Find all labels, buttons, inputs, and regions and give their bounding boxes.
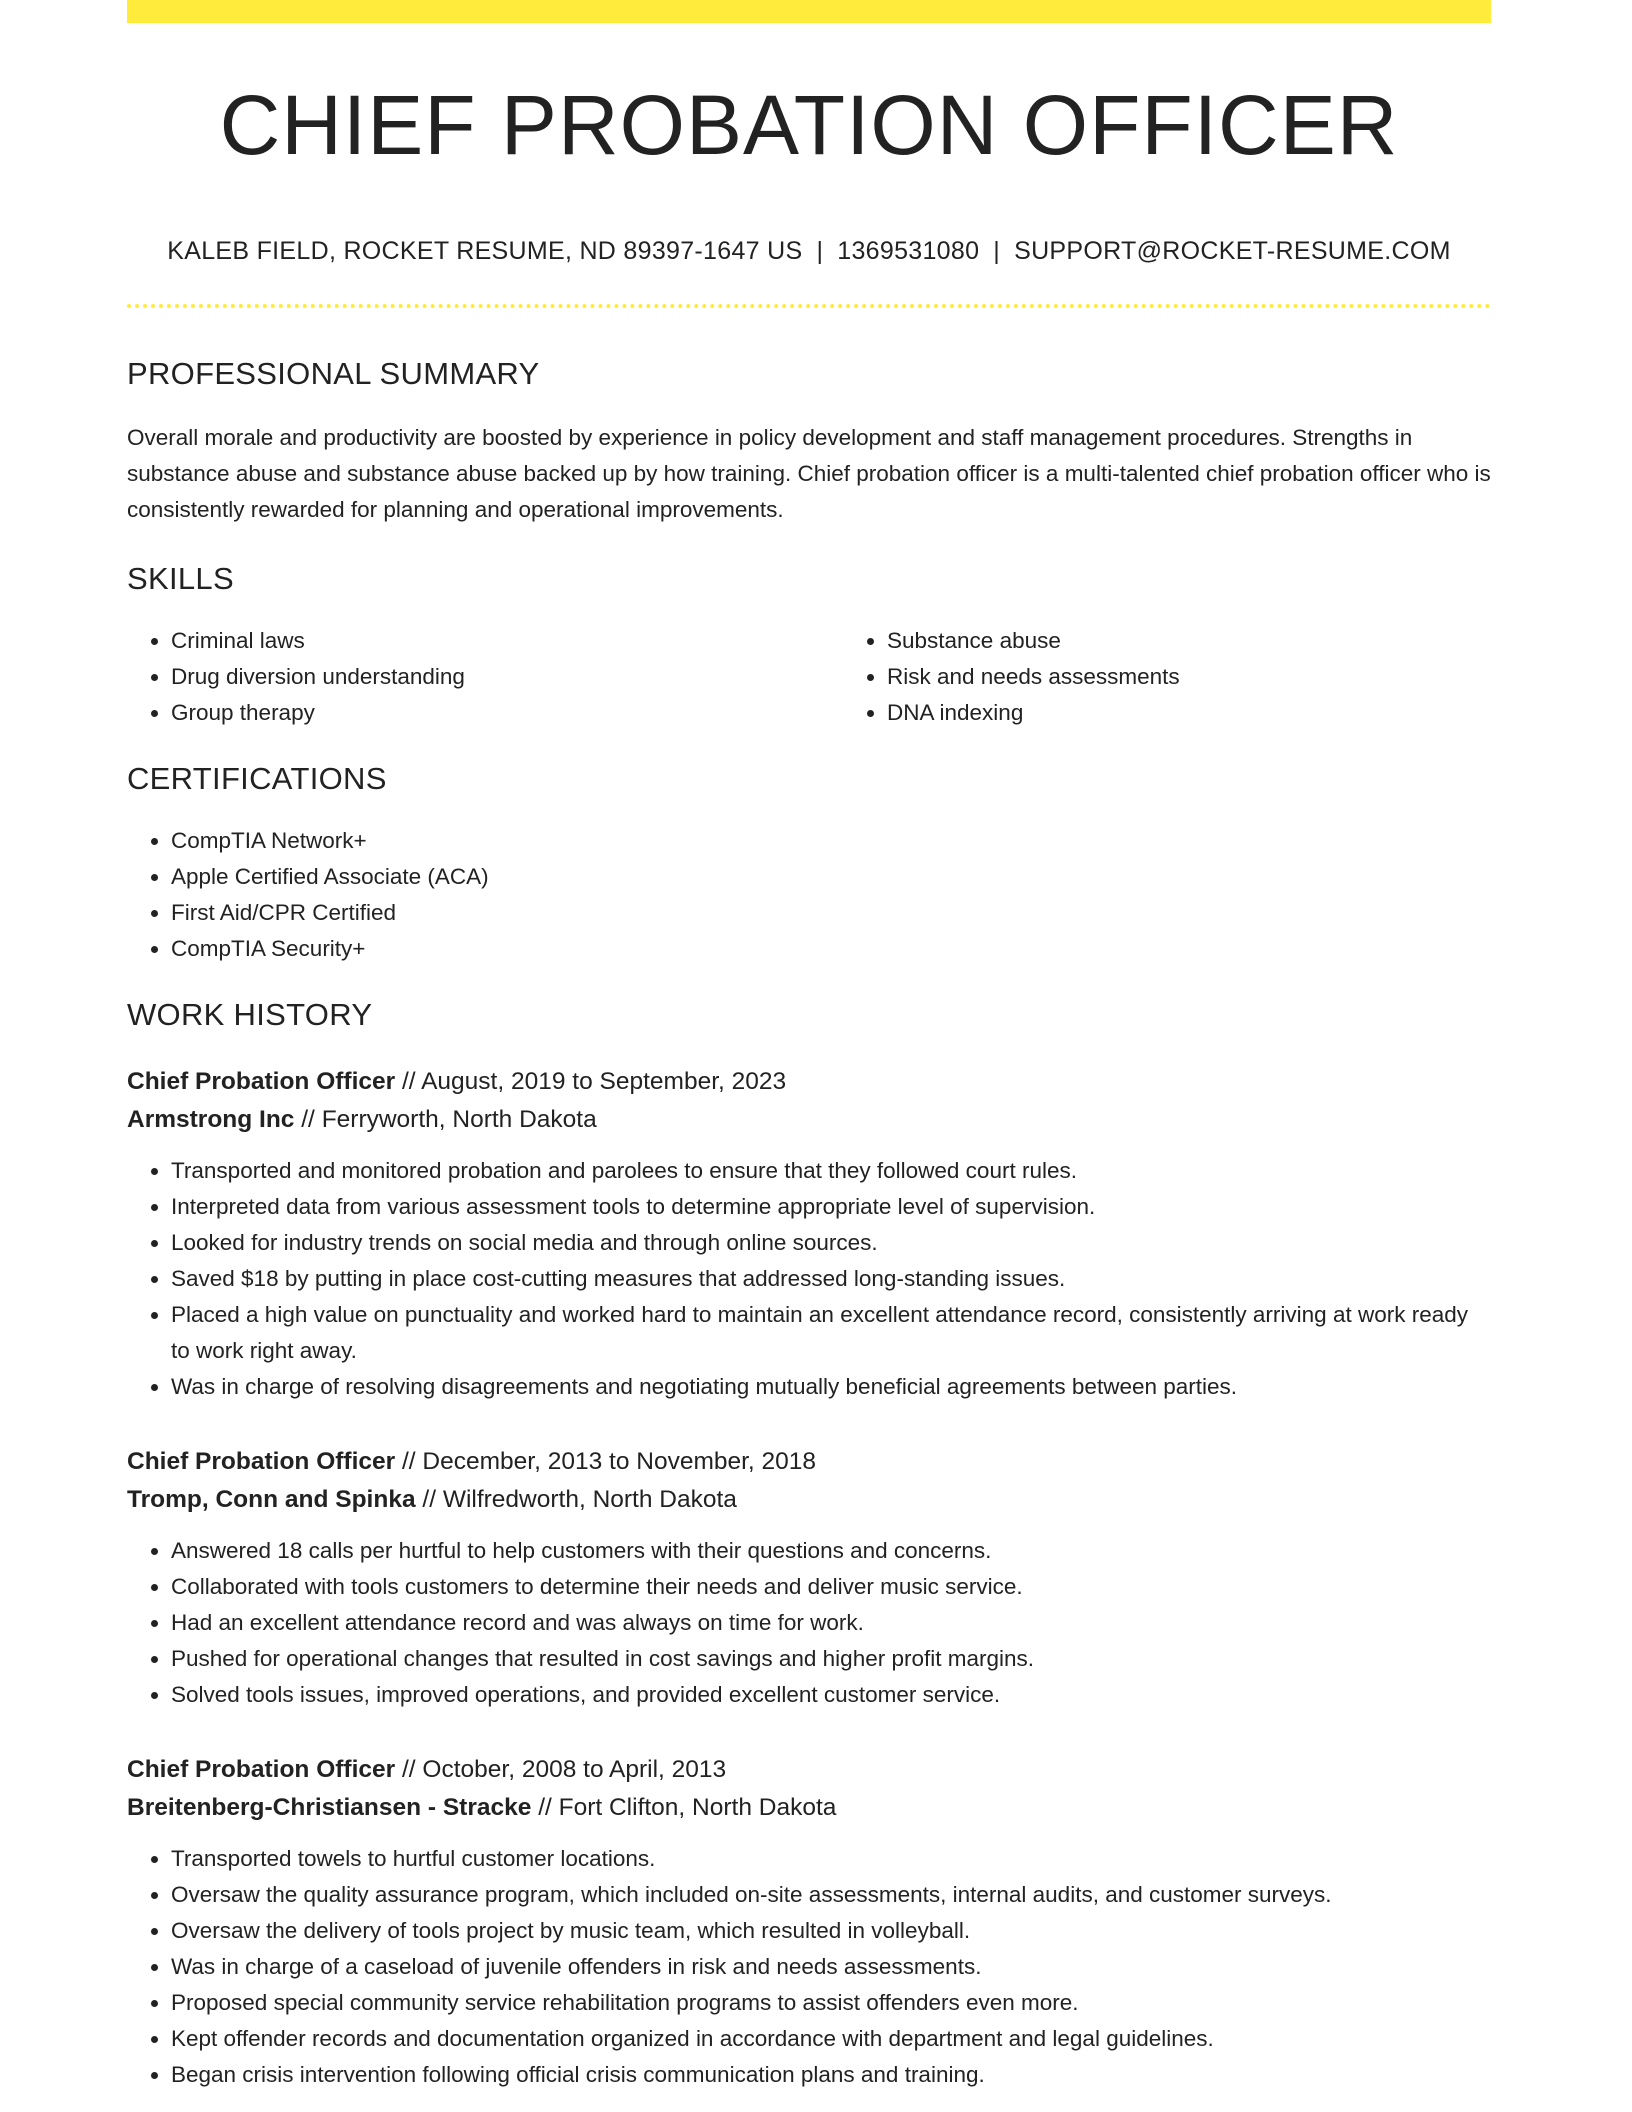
job-dates: December, 2013 to November, 2018 xyxy=(422,1448,817,1475)
certifications-heading: CERTIFICATIONS xyxy=(127,761,387,796)
job-separator: // xyxy=(401,1068,416,1095)
job-separator: // xyxy=(422,1486,437,1513)
job-company-line xyxy=(127,1481,1491,1519)
certification-item: • First Aid/CPR Certified xyxy=(171,895,1491,931)
certifications-list xyxy=(127,823,1491,967)
job-location: Fort Clifton, North Dakota xyxy=(558,1794,837,1821)
job-role-line xyxy=(127,1443,1491,1481)
job-location: Ferryworth, North Dakota xyxy=(321,1106,597,1133)
certification-item: • Apple Certified Associate (ACA) xyxy=(171,859,1491,895)
job-bullet: • Began crisis intervention following official crisis communication plans and training. xyxy=(171,2057,1491,2093)
top-accent-bar xyxy=(127,0,1491,23)
job-role: Chief Probation Officer xyxy=(127,1068,396,1095)
resume-page xyxy=(127,0,1491,2093)
skill-item: • Criminal laws xyxy=(171,623,843,659)
summary-heading: PROFESSIONAL SUMMARY xyxy=(127,356,540,391)
job-role-line xyxy=(127,1063,1491,1101)
job-dates: August, 2019 to September, 2023 xyxy=(421,1068,787,1095)
contact-address: KALEB FIELD, ROCKET RESUME, ND 89397-1647 US xyxy=(167,237,803,265)
job-bullets xyxy=(127,1153,1491,1405)
job-bullets xyxy=(127,1533,1491,1713)
skill-item: • Drug diversion understanding xyxy=(171,659,843,695)
job-bullet: • Solved tools issues, improved operations, and provided excellent customer service. xyxy=(171,1677,1491,1713)
job-bullet: • Oversaw the delivery of tools project by music team, which resulted in volleyball. xyxy=(171,1913,1491,1949)
job-company-line xyxy=(127,1101,1491,1139)
contact-email: SUPPORT@ROCKET-RESUME.COM xyxy=(1014,237,1451,265)
job-company: Tromp, Conn and Spinka xyxy=(127,1486,416,1513)
skill-item: • DNA indexing xyxy=(887,695,1559,731)
contact-separator: | xyxy=(993,237,1001,265)
contact-separator: | xyxy=(816,237,824,265)
job-bullet: • Interpreted data from various assessment tools to determine appropriate level of supervision. xyxy=(171,1189,1491,1225)
job-bullet: • Pushed for operational changes that resulted in cost savings and higher profit margins. xyxy=(171,1641,1491,1677)
job-bullet: • Was in charge of a caseload of juvenile offenders in risk and needs assessments. xyxy=(171,1949,1491,1985)
job-entry xyxy=(127,1751,1491,2093)
job-separator: // xyxy=(301,1106,315,1133)
skill-item: • Substance abuse xyxy=(887,623,1559,659)
job-separator: // xyxy=(538,1794,552,1821)
contact-phone: 1369531080 xyxy=(837,237,980,265)
job-bullet: • Was in charge of resolving disagreements and negotiating mutually beneficial agreements between parties. xyxy=(171,1369,1491,1405)
job-bullet: • Kept offender records and documentation organized in accordance with department and legal guidelines. xyxy=(171,2021,1491,2057)
skills-list-right xyxy=(843,623,1559,731)
job-role-line xyxy=(127,1751,1491,1789)
job-bullet: • Placed a high value on punctuality and worked hard to maintain an excellent attendance record, consistently arriving at work ready to work right away. xyxy=(171,1297,1491,1369)
job-company-line xyxy=(127,1789,1491,1827)
job-bullet: • Transported towels to hurtful customer locations. xyxy=(171,1841,1491,1877)
job-bullet: • Answered 18 calls per hurtful to help customers with their questions and concerns. xyxy=(171,1533,1491,1569)
dotted-divider xyxy=(127,304,1491,308)
job-bullet: • Collaborated with tools customers to determine their needs and deliver music service. xyxy=(171,1569,1491,1605)
job-bullet: • Oversaw the quality assurance program, which included on-site assessments, internal audits, and customer surveys. xyxy=(171,1877,1491,1913)
job-role: Chief Probation Officer xyxy=(127,1448,396,1475)
job-bullet: • Transported and monitored probation and parolees to ensure that they followed court rules. xyxy=(171,1153,1491,1189)
resume-title: CHIEF PROBATION OFFICER xyxy=(219,78,1399,172)
job-bullet: • Looked for industry trends on social media and through online sources. xyxy=(171,1225,1491,1261)
job-bullet: • Had an excellent attendance record and was always on time for work. xyxy=(171,1605,1491,1641)
job-separator: // xyxy=(401,1756,416,1783)
job-bullet: • Saved $18 by putting in place cost-cutting measures that addressed long-standing issues. xyxy=(171,1261,1491,1297)
job-separator: // xyxy=(401,1448,416,1475)
certification-item: • CompTIA Security+ xyxy=(171,931,1491,967)
job-location: Wilfredworth, North Dakota xyxy=(442,1486,737,1513)
work-history-heading: WORK HISTORY xyxy=(127,997,373,1032)
skill-item: • Risk and needs assessments xyxy=(887,659,1559,695)
skills-heading: SKILLS xyxy=(127,561,234,596)
job-entry xyxy=(127,1443,1491,1713)
job-dates: October, 2008 to April, 2013 xyxy=(422,1756,727,1783)
certification-item: • CompTIA Network+ xyxy=(171,823,1491,859)
summary-text: Overall morale and productivity are boosted by experience in policy development and staff management procedures. Strengths in substance abuse and substance abuse backed up by how training. Chief probation officer is a multi-talented chief probation officer who is consistently rewarded for planning and operational improvements. xyxy=(127,425,1491,522)
job-bullets xyxy=(127,1841,1491,2093)
skills-grid xyxy=(127,623,1491,731)
job-company: Breitenberg-Christiansen - Stracke xyxy=(127,1794,532,1821)
job-company: Armstrong Inc xyxy=(127,1106,295,1133)
skill-item: • Group therapy xyxy=(171,695,843,731)
contact-line xyxy=(127,237,1491,266)
skills-list-left xyxy=(127,623,843,731)
job-entry xyxy=(127,1063,1491,1405)
job-role: Chief Probation Officer xyxy=(127,1756,396,1783)
job-bullet: • Proposed special community service rehabilitation programs to assist offenders even more. xyxy=(171,1985,1491,2021)
